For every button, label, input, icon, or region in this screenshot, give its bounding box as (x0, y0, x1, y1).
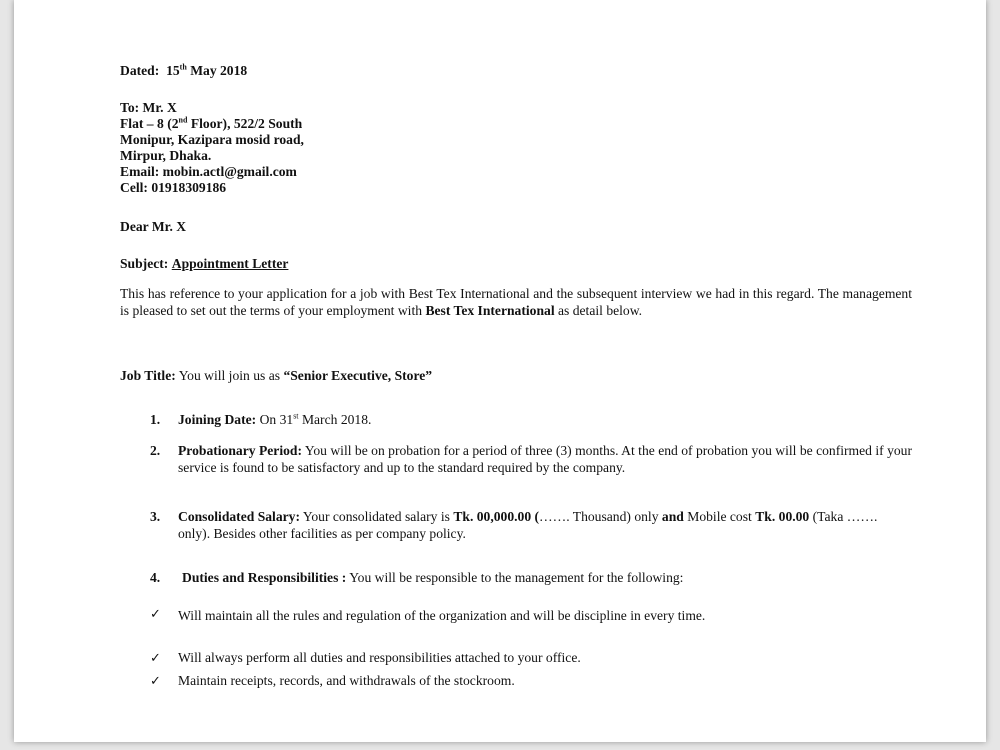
item-body (178, 508, 912, 542)
item-text-3: Mobile cost (687, 509, 752, 524)
bullet-text: Will always perform all duties and responsibilities attached to your office. (178, 650, 581, 665)
item-label: Probationary Period: (178, 443, 302, 458)
recipient-name: To: Mr. X (120, 100, 177, 115)
list-item (120, 569, 912, 587)
item-text-pre: On 31 (259, 412, 294, 427)
check-icon: ✓ (150, 606, 161, 621)
check-icon: ✓ (150, 650, 161, 665)
date-rest: May 2018 (190, 63, 248, 78)
address-line-2: Monipur, Kazipara mosid road, (120, 132, 304, 147)
cell-line: Cell: 01918309186 (120, 180, 227, 195)
intro-text-1: This has reference to your application for a job with Best Tex International and the subsequent interview we had in this regard. The management is pleased to set out the terms of your employment with (120, 286, 912, 318)
item-number: 1. (150, 412, 161, 427)
address-line-1 (120, 116, 304, 132)
date-line (120, 62, 247, 79)
address-line-1-pre: Flat – 8 (2 (120, 116, 179, 131)
item-and: and (661, 509, 684, 524)
job-title-line (120, 367, 432, 384)
list-item (120, 411, 912, 429)
list-item (120, 508, 912, 544)
intro-company: Best Tex International (425, 303, 555, 318)
date-label: Dated: (120, 63, 160, 78)
item-text-4: (Taka ……. only). Besides other facilities as per company policy. (178, 509, 878, 541)
bullet-text: Maintain receipts, records, and withdrawals of the stockroom. (178, 673, 515, 688)
item-number: 2. (150, 443, 161, 458)
item-text: You will be responsible to the management for the following: (349, 570, 684, 585)
intro-paragraph (120, 285, 912, 319)
job-title-text: You will join us as (178, 368, 281, 383)
date-day-suffix: th (179, 62, 187, 72)
salutation: Dear Mr. X (120, 219, 187, 234)
check-icon: ✓ (150, 673, 161, 688)
item-text: You will be on probation for a period of three (3) months. At the end of probation you will be confirmed if your service is found to be satisfactory and up to the standard required by the company. (178, 443, 912, 475)
list-item (120, 442, 912, 494)
address-line-1-post: Floor), 522/2 South (190, 116, 303, 131)
address-line-1-sup: nd (178, 115, 188, 125)
subject-label: Subject: (120, 256, 169, 271)
subject-text: Appointment Letter (171, 256, 289, 271)
list-item (120, 672, 912, 690)
item-text-post: March 2018. (301, 412, 372, 427)
item-label: Consolidated Salary: (178, 509, 300, 524)
bullet-text: Will maintain all the rules and regulation of the organization and will be discipline in every time. (178, 608, 706, 623)
date-day: 15 (166, 63, 180, 78)
intro-text-2: as detail below. (558, 303, 643, 318)
item-text-2: ……. Thousand) only (539, 509, 659, 524)
item-body (182, 569, 916, 586)
item-number: 3. (150, 509, 161, 524)
email-line: Email: mobin.actl@gmail.com (120, 164, 297, 179)
item-number: 4. (150, 570, 161, 585)
list-item (120, 605, 912, 645)
address-block (120, 100, 304, 196)
letter-page (14, 0, 986, 742)
item-body (178, 442, 912, 476)
job-title-label: Job Title: (120, 368, 176, 383)
item-label: Joining Date: (178, 412, 257, 427)
job-title-value: “Senior Executive, Store” (283, 368, 433, 383)
address-line-3: Mirpur, Dhaka. (120, 148, 212, 163)
item-text-sup: st (293, 411, 299, 421)
item-text-1: Your consolidated salary is (302, 509, 450, 524)
list-item (120, 649, 912, 667)
salary-amount: Tk. 00,000.00 ( (453, 509, 540, 524)
item-label: Duties and Responsibilities : (182, 570, 347, 585)
mobile-amount: Tk. 00.00 (755, 509, 810, 524)
item-body (178, 411, 912, 428)
subject-line (120, 255, 288, 272)
